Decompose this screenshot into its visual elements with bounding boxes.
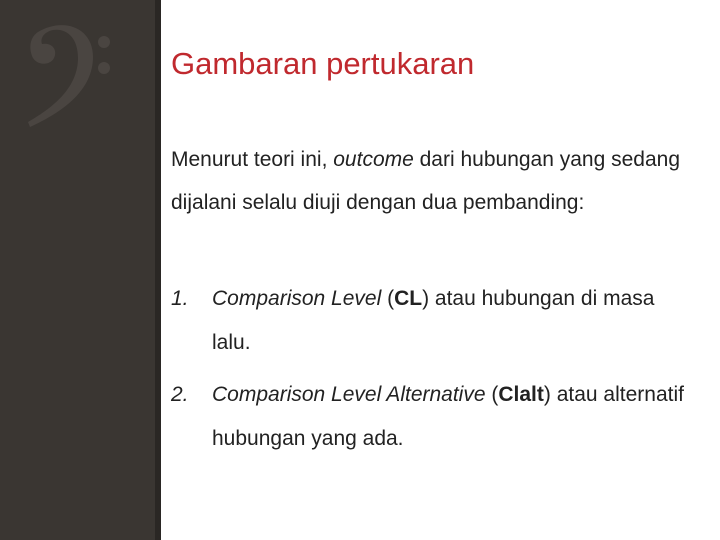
list-item [171, 277, 691, 365]
list-item-open: ( [485, 383, 499, 406]
intro-text-pre: Menurut teori ini, [171, 148, 334, 171]
list-item-abbr: Clalt [498, 383, 544, 406]
intro-text-italic: outcome [333, 148, 414, 171]
list-item-rest: ) atau alternatif hubungan yang ada. [212, 383, 684, 450]
list-item-rest: ) atau hubungan di masa lalu. [212, 287, 655, 354]
list-item-number: 1. [171, 287, 189, 310]
comparison-list [171, 277, 691, 469]
sidebar-edge [155, 0, 161, 540]
sidebar-panel [0, 0, 161, 540]
list-item-abbr: CL [394, 287, 423, 310]
list-item-term: Comparison Level Alternative [212, 383, 486, 406]
list-item-open: ( [381, 287, 395, 310]
bass-clef-icon [8, 12, 118, 132]
intro-text-post: dari hubungan yang sedang dijalani selalu diuji dengan dua pembanding: [171, 148, 681, 214]
list-item-term: Comparison Level [212, 287, 382, 310]
intro-paragraph [171, 138, 691, 224]
list-item-number: 2. [171, 383, 189, 406]
list-item [171, 373, 691, 461]
slide-title: Gambaran pertukaran [171, 46, 475, 81]
